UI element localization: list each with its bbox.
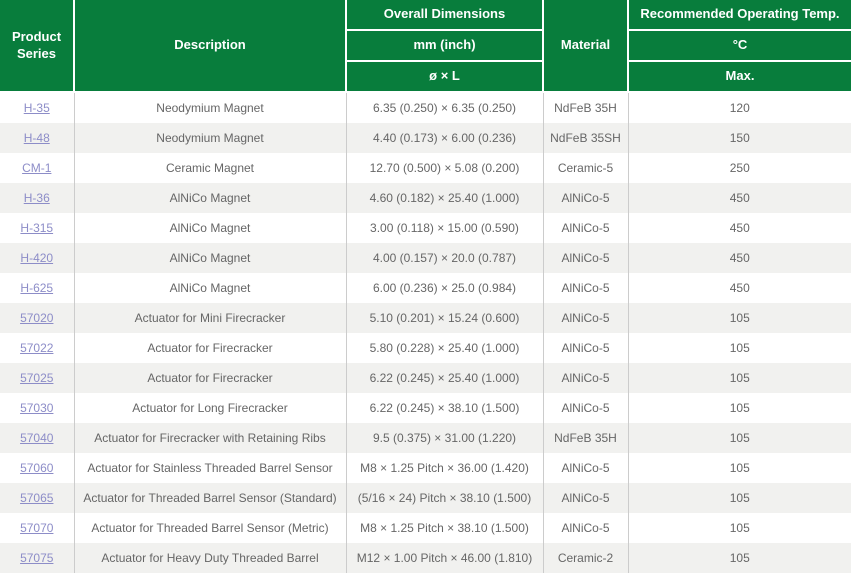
header-description: Description [74, 0, 346, 92]
material-cell: NdFeB 35H [543, 423, 628, 453]
product-series-cell [0, 363, 74, 393]
max-temp-cell: 105 [628, 453, 851, 483]
material-cell: AlNiCo-5 [543, 303, 628, 333]
product-series-cell [0, 423, 74, 453]
product-series-link[interactable]: 57022 [20, 341, 54, 355]
dimensions-cell: 5.80 (0.228) × 25.40 (1.000) [346, 333, 543, 363]
table-row [0, 153, 851, 183]
product-series-cell [0, 273, 74, 303]
table-row [0, 303, 851, 333]
dimensions-cell: 6.22 (0.245) × 38.10 (1.500) [346, 393, 543, 423]
dimensions-cell: 6.35 (0.250) × 6.35 (0.250) [346, 92, 543, 123]
header-operating-temp: Recommended Operating Temp. [628, 0, 851, 30]
material-cell: AlNiCo-5 [543, 483, 628, 513]
product-series-cell [0, 513, 74, 543]
max-temp-cell: 105 [628, 543, 851, 573]
max-temp-cell: 450 [628, 213, 851, 243]
description-cell: Neodymium Magnet [74, 92, 346, 123]
table-row [0, 213, 851, 243]
header-temp-qualifier: Max. [628, 61, 851, 92]
product-series-link[interactable]: 57065 [20, 491, 54, 505]
description-cell: Actuator for Stainless Threaded Barrel Sensor [74, 453, 346, 483]
product-series-cell [0, 453, 74, 483]
material-cell: Ceramic-2 [543, 543, 628, 573]
description-cell: Actuator for Firecracker [74, 363, 346, 393]
description-cell: Actuator for Threaded Barrel Sensor (Metric) [74, 513, 346, 543]
table-row [0, 183, 851, 213]
description-cell: AlNiCo Magnet [74, 243, 346, 273]
product-series-link[interactable]: H-625 [20, 281, 54, 295]
dimensions-cell: M8 × 1.25 Pitch × 36.00 (1.420) [346, 453, 543, 483]
dimensions-cell: M8 × 1.25 Pitch × 38.10 (1.500) [346, 513, 543, 543]
material-cell: AlNiCo-5 [543, 513, 628, 543]
product-series-cell [0, 393, 74, 423]
description-cell: Actuator for Long Firecracker [74, 393, 346, 423]
material-cell: AlNiCo-5 [543, 183, 628, 213]
material-cell: AlNiCo-5 [543, 393, 628, 423]
dimensions-cell: 6.00 (0.236) × 25.0 (0.984) [346, 273, 543, 303]
product-series-cell [0, 303, 74, 333]
product-series-link[interactable]: H-420 [20, 251, 54, 265]
max-temp-cell: 105 [628, 333, 851, 363]
dimensions-cell: 12.70 (0.500) × 5.08 (0.200) [346, 153, 543, 183]
product-series-cell [0, 543, 74, 573]
dimensions-cell: 4.60 (0.182) × 25.40 (1.000) [346, 183, 543, 213]
max-temp-cell: 250 [628, 153, 851, 183]
table-row [0, 123, 851, 153]
product-series-cell [0, 483, 74, 513]
dimensions-cell: 3.00 (0.118) × 15.00 (0.590) [346, 213, 543, 243]
max-temp-cell: 120 [628, 92, 851, 123]
product-series-cell [0, 333, 74, 363]
product-series-link[interactable]: 57020 [20, 311, 54, 325]
product-series-link[interactable]: H-48 [23, 131, 50, 145]
table-row [0, 393, 851, 423]
max-temp-cell: 105 [628, 513, 851, 543]
product-series-link[interactable]: 57025 [20, 371, 54, 385]
table-row [0, 363, 851, 393]
max-temp-cell: 105 [628, 423, 851, 453]
header-unit-mm-inch: mm (inch) [346, 30, 543, 61]
table-row [0, 453, 851, 483]
dimensions-cell: 4.00 (0.157) × 20.0 (0.787) [346, 243, 543, 273]
product-series-cell [0, 92, 74, 123]
material-cell: AlNiCo-5 [543, 453, 628, 483]
product-series-link[interactable]: H-315 [20, 221, 54, 235]
material-cell: AlNiCo-5 [543, 273, 628, 303]
header-material: Material [543, 0, 628, 92]
dimensions-cell: M12 × 1.00 Pitch × 46.00 (1.810) [346, 543, 543, 573]
max-temp-cell: 105 [628, 483, 851, 513]
product-series-cell [0, 183, 74, 213]
description-cell: AlNiCo Magnet [74, 213, 346, 243]
description-cell: Actuator for Firecracker [74, 333, 346, 363]
table-row [0, 543, 851, 573]
dimensions-cell: 9.5 (0.375) × 31.00 (1.220) [346, 423, 543, 453]
product-series-link[interactable]: H-36 [23, 191, 50, 205]
table-row [0, 243, 851, 273]
max-temp-cell: 105 [628, 363, 851, 393]
header-product-series: Product Series [0, 0, 74, 92]
product-series-link[interactable]: CM-1 [22, 161, 52, 175]
header-dimension-format: ø × L [346, 61, 543, 92]
material-cell: NdFeB 35H [543, 92, 628, 123]
max-temp-cell: 450 [628, 183, 851, 213]
description-cell: Actuator for Mini Firecracker [74, 303, 346, 333]
material-cell: AlNiCo-5 [543, 363, 628, 393]
description-cell: Actuator for Threaded Barrel Sensor (Standard) [74, 483, 346, 513]
dimensions-cell: (5/16 × 24) Pitch × 38.10 (1.500) [346, 483, 543, 513]
max-temp-cell: 450 [628, 273, 851, 303]
description-cell: Actuator for Firecracker with Retaining Ribs [74, 423, 346, 453]
product-series-link[interactable]: H-35 [23, 101, 50, 115]
product-series-cell [0, 213, 74, 243]
header-temp-unit: °C [628, 30, 851, 61]
description-cell: AlNiCo Magnet [74, 273, 346, 303]
product-table-body [0, 92, 851, 573]
material-cell: NdFeB 35SH [543, 123, 628, 153]
product-series-link[interactable]: 57030 [20, 401, 54, 415]
table-row [0, 423, 851, 453]
table-row [0, 483, 851, 513]
max-temp-cell: 150 [628, 123, 851, 153]
dimensions-cell: 4.40 (0.173) × 6.00 (0.236) [346, 123, 543, 153]
material-cell: AlNiCo-5 [543, 213, 628, 243]
description-cell: Ceramic Magnet [74, 153, 346, 183]
product-series-link[interactable]: 57040 [20, 431, 54, 445]
material-cell: AlNiCo-5 [543, 333, 628, 363]
table-row [0, 273, 851, 303]
product-series-link[interactable]: 57060 [20, 461, 54, 475]
dimensions-cell: 6.22 (0.245) × 25.40 (1.000) [346, 363, 543, 393]
table-row [0, 92, 851, 123]
header-overall-dimensions: Overall Dimensions [346, 0, 543, 30]
description-cell: AlNiCo Magnet [74, 183, 346, 213]
description-cell: Neodymium Magnet [74, 123, 346, 153]
max-temp-cell: 105 [628, 303, 851, 333]
table-row [0, 513, 851, 543]
product-series-cell [0, 243, 74, 273]
product-series-cell [0, 153, 74, 183]
description-cell: Actuator for Heavy Duty Threaded Barrel [74, 543, 346, 573]
max-temp-cell: 450 [628, 243, 851, 273]
table-header [0, 0, 851, 92]
material-cell: AlNiCo-5 [543, 243, 628, 273]
max-temp-cell: 105 [628, 393, 851, 423]
product-series-link[interactable]: 57075 [20, 551, 54, 565]
material-cell: Ceramic-5 [543, 153, 628, 183]
product-series-cell [0, 123, 74, 153]
product-series-link[interactable]: 57070 [20, 521, 54, 535]
table-row [0, 333, 851, 363]
dimensions-cell: 5.10 (0.201) × 15.24 (0.600) [346, 303, 543, 333]
